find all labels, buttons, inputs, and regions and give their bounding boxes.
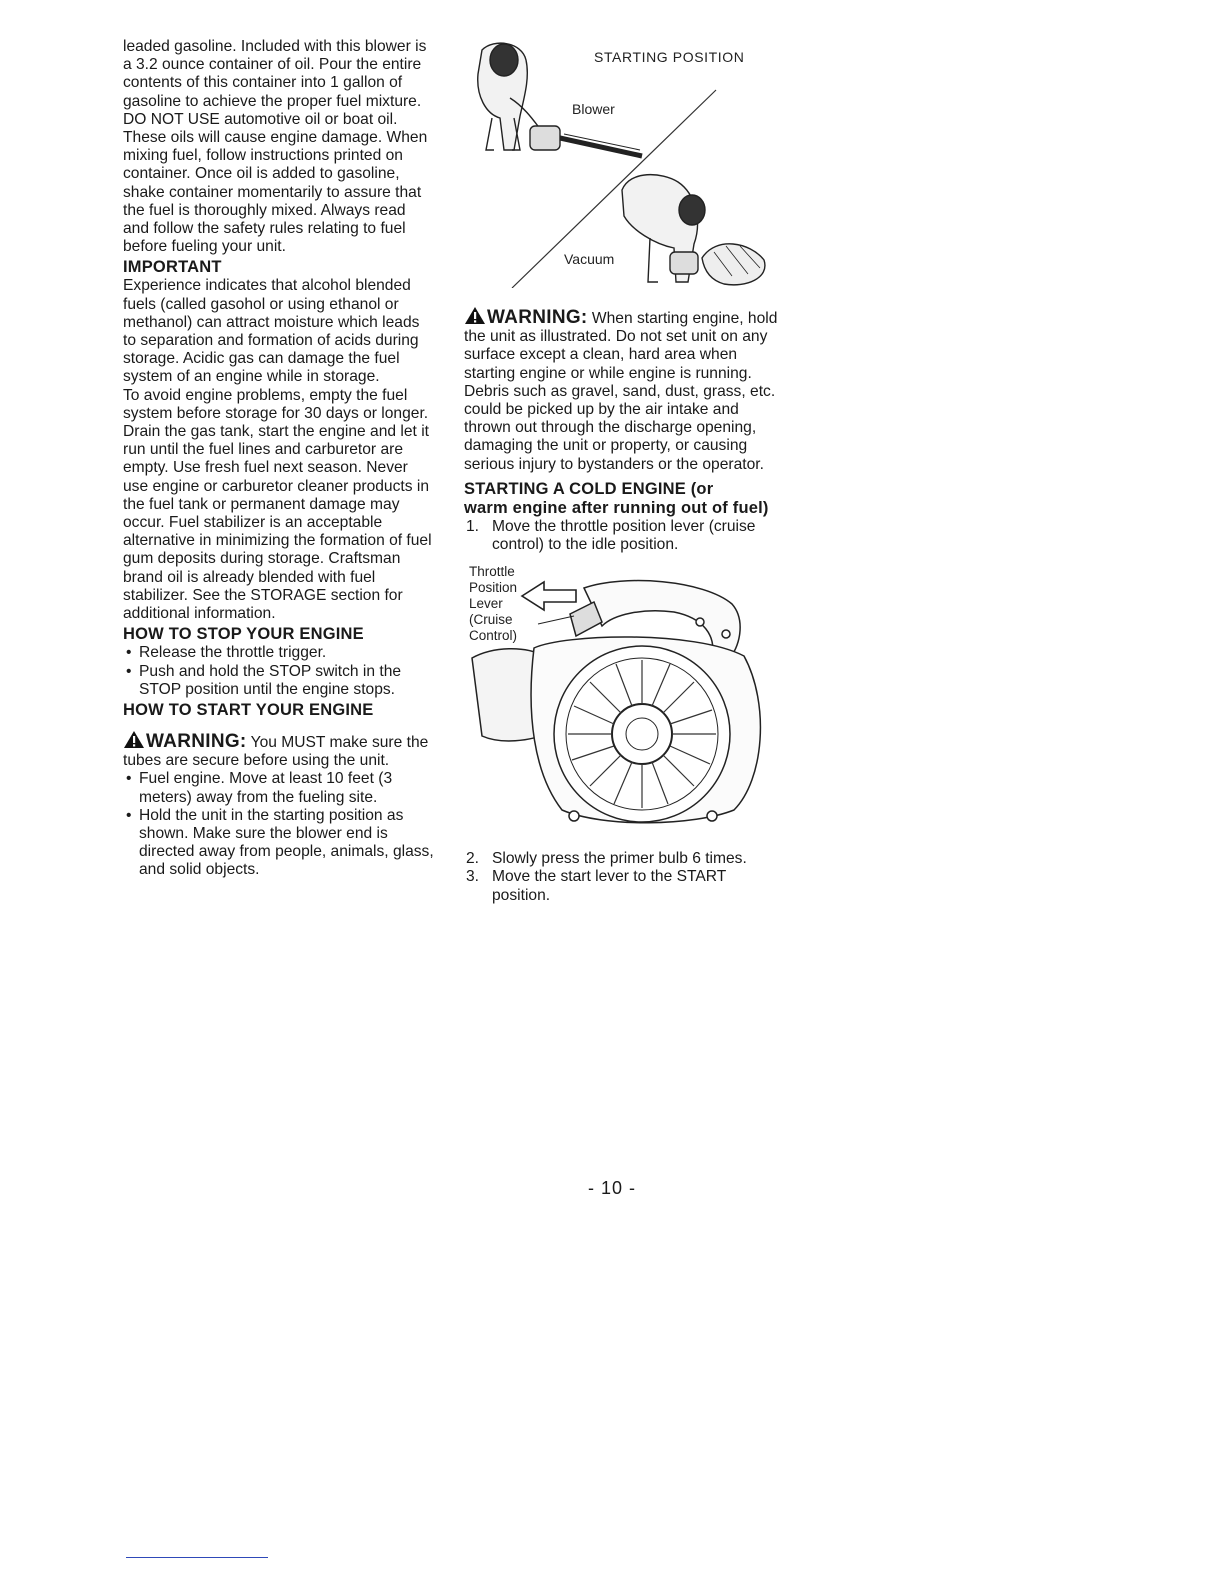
- important-paragraph: Experience indicates that alcohol blended fuels (called gasohol or using ethanol or methanol) can attract moisture which leads to separation and formation of acids during storage. Acidic gas can damage the fuel system of an engine while in storage.: [123, 277, 420, 386]
- footer-rule: [126, 1557, 268, 1558]
- page-number: - 10 -: [587, 1178, 636, 1198]
- right-column: [464, 38, 780, 905]
- list-item: • Push and hold the STOP switch in the STOP position until the engine stops.: [123, 663, 435, 699]
- cold-engine-heading: [464, 480, 780, 518]
- step-number: 3.: [466, 868, 480, 886]
- step-number: 2.: [466, 850, 480, 868]
- stop-engine-heading: HOW TO STOP YOUR ENGINE: [123, 625, 364, 644]
- left-column: [123, 38, 435, 880]
- warning-label: WARNING:: [146, 730, 247, 752]
- warning-text: You MUST make sure the tubes are secure before using the unit.: [123, 733, 429, 770]
- throttle-lever-label: [469, 564, 517, 644]
- warning-block: [123, 730, 435, 770]
- stop-engine-list: [123, 644, 435, 699]
- cold-engine-heading-line2: warm engine after running out of fuel): [464, 498, 769, 517]
- starting-position-figure: [464, 38, 780, 288]
- list-item: • Hold the unit in the starting position as shown. Make sure the blower end is directed away from people, animals, glass, and solid objects.: [123, 807, 435, 880]
- step-text: Slowly press the primer bulb 6 times.: [492, 850, 747, 868]
- step-text: Move the start lever to the START position.: [492, 868, 727, 904]
- important-heading: IMPORTANT: [123, 258, 222, 277]
- warning-triangle-icon: [464, 306, 486, 325]
- label-line: Lever: [469, 596, 503, 612]
- throttle-lever-figure: [464, 564, 780, 836]
- step-text: Move the throttle position lever (cruise control) to the idle position.: [492, 517, 756, 554]
- avoid-problems-paragraph: To avoid engine problems, empty the fuel system before storage for 30 days or longer. Drain the gas tank, start the engine and let it run until the fuel lines and carburetor are empty. Use fresh fuel next season. Never use engine or carburetor cleaner products in the fuel tank or permanent damage may occur. Fuel stabilizer is an acceptable alternative in minimizing the formation of fuel gum deposits during storage. Craftsman brand oil is already blended with fuel stabilizer. See the STORAGE section for additional information.: [123, 386, 432, 623]
- vacuum-label: Vacuum: [564, 251, 615, 267]
- figure-title: STARTING POSITION: [594, 49, 745, 65]
- blower-label: Blower: [572, 101, 615, 117]
- label-line: (Cruise: [469, 612, 513, 628]
- warning-block: [464, 306, 780, 474]
- warning-triangle-icon: [123, 730, 145, 749]
- warning-text: When starting engine, hold the unit as illustrated. Do not set unit on any surface except a clean, hard area when starting engine or while engine is running. Debris such as gravel, sand, dust, grass, etc. could be picked up by the air intake and thrown out through the discharge opening, damaging the unit or property, or causing serious injury to bystanders or the operator.: [464, 310, 778, 473]
- cold-engine-steps-b: [464, 850, 780, 905]
- label-line: Throttle: [469, 564, 515, 580]
- fuel-mix-paragraph: leaded gasoline. Included with this blower is a 3.2 ounce container of oil. Pour the entire contents of this container into 1 gallon of gasoline to achieve the proper fuel mixture. DO NOT USE automotive oil or boat oil. These oils will cause engine damage. When mixing fuel, follow instructions printed on container. Once oil is added to gasoline, shake container momentarily to assure that the fuel is thoroughly mixed. Always read and follow the safety rules relating to fuel before fueling your unit.: [123, 38, 428, 256]
- step-number: 1.: [466, 517, 480, 535]
- starting-position-illustration: [464, 38, 780, 288]
- label-line: Control): [469, 628, 518, 644]
- cold-engine-steps-a: [464, 518, 780, 554]
- start-engine-list: [123, 770, 435, 879]
- list-item: [464, 868, 780, 904]
- cold-engine-heading-line1: STARTING A COLD ENGINE (or: [464, 479, 714, 498]
- list-item: • Fuel engine. Move at least 10 feet (3 meters) away from the fueling site.: [123, 770, 435, 806]
- start-engine-heading: HOW TO START YOUR ENGINE: [123, 700, 374, 719]
- list-item: • Release the throttle trigger.: [123, 644, 435, 662]
- list-item: [464, 850, 780, 868]
- list-item: [464, 518, 780, 554]
- label-line: Position: [469, 580, 518, 596]
- warning-label: WARNING:: [487, 307, 588, 328]
